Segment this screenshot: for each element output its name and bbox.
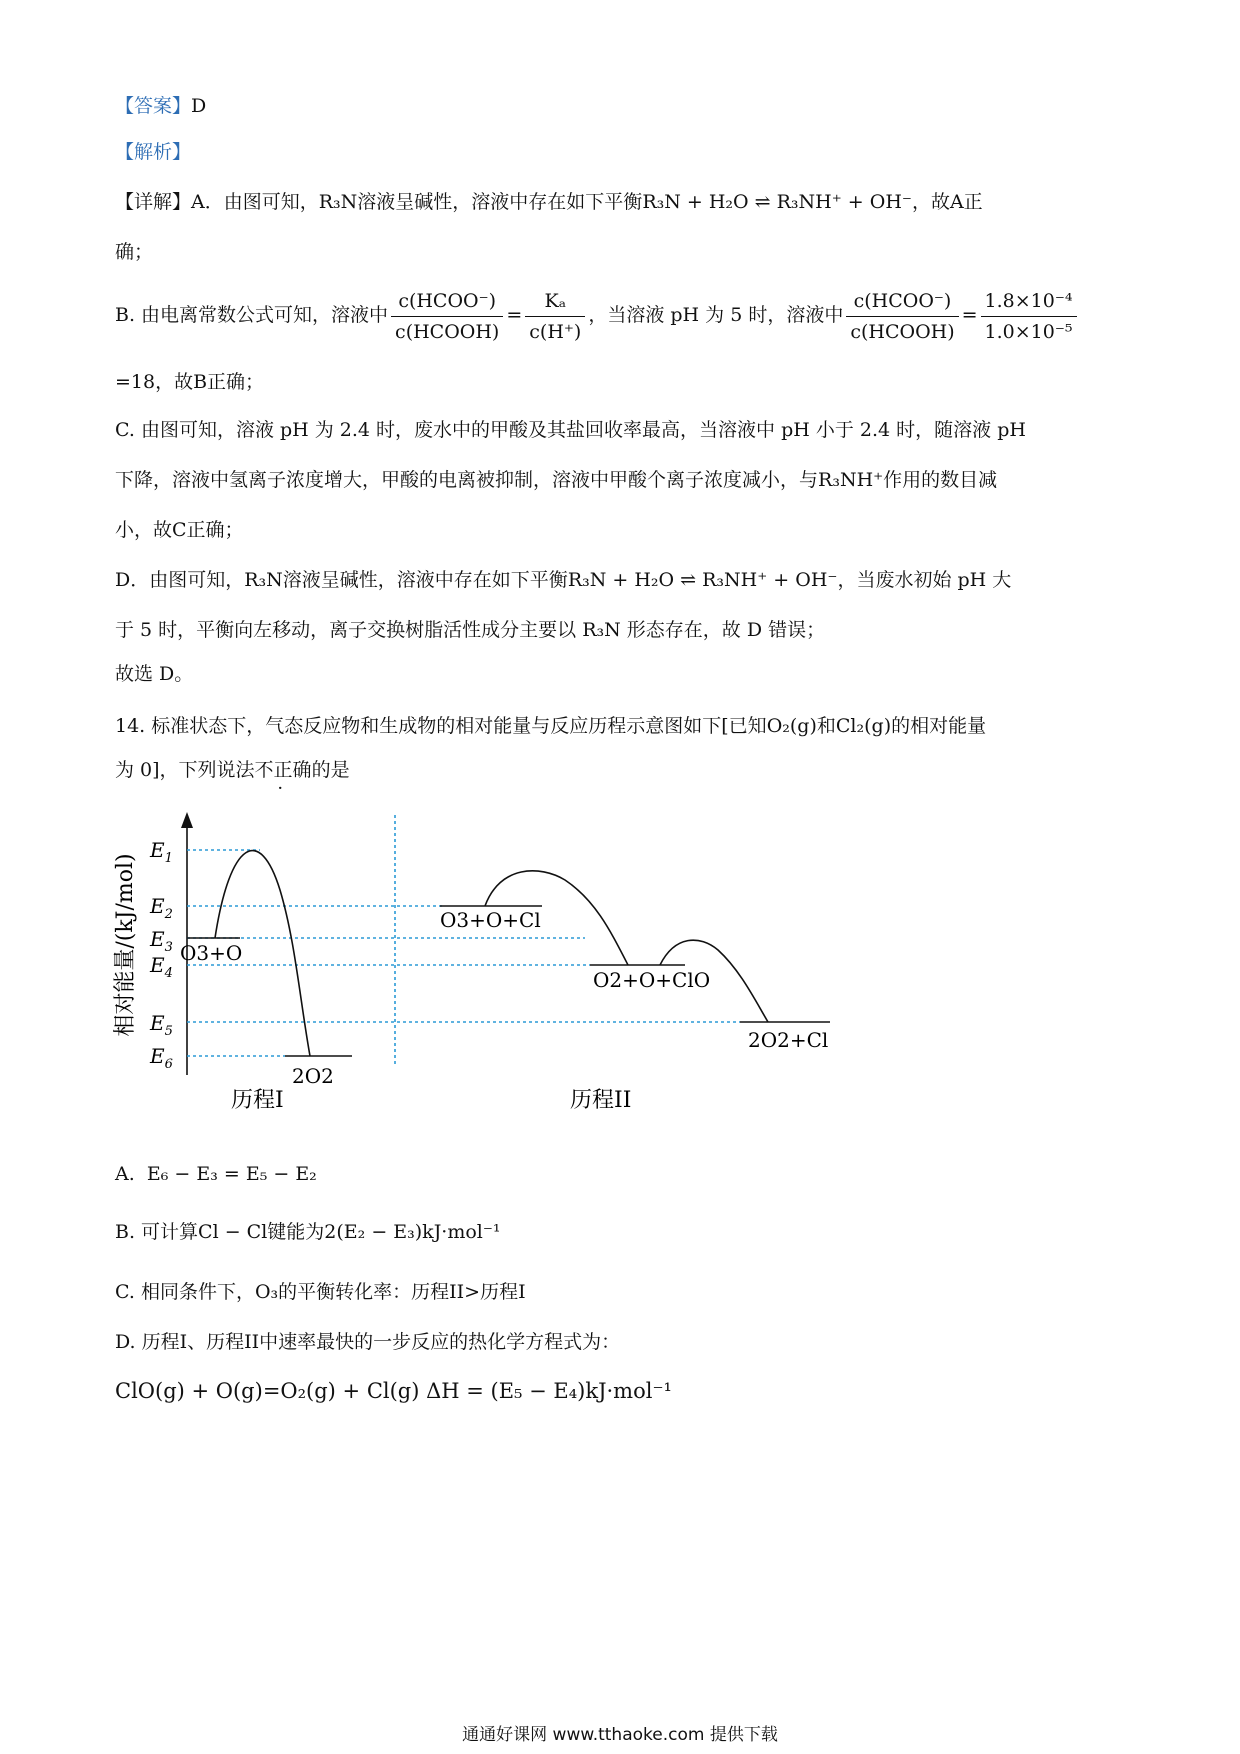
- formula-cl2g: Cl₂(g): [835, 715, 892, 737]
- option-b-mid: 键能为: [267, 1221, 325, 1243]
- level-label-e6: $E_6$: [150, 1044, 173, 1072]
- equilibrium-equation-2: R₃N + H₂O ⇌ R₃NH⁺ + OH⁻: [567, 569, 838, 591]
- detail-c-suffix: 作用的数目减: [883, 469, 998, 491]
- option-a-formula: E₆ − E₃ = E₅ − E₂: [146, 1163, 317, 1185]
- formula-r3n-2: R₃N: [244, 569, 283, 591]
- detail-c-line3: 小，故C正确；: [115, 519, 244, 541]
- level-label-e5: $E_5$: [150, 1011, 173, 1039]
- option-b-prefix: B. 可计算: [115, 1221, 199, 1243]
- fraction-4: [981, 286, 1077, 347]
- detail-c-line2: [115, 466, 997, 494]
- detail-a-line1: [115, 188, 983, 216]
- answer-line: [115, 92, 206, 120]
- fraction-3: [846, 286, 958, 347]
- fraction-1: [391, 286, 503, 347]
- formula-r3n: R₃N: [318, 191, 358, 213]
- fraction-2-den: c(H⁺): [529, 320, 582, 343]
- detail-a-mid: 溶液呈碱性，溶液中存在如下平衡: [357, 191, 643, 213]
- level-label-e2: $E_2$: [150, 894, 173, 922]
- fraction-1-den: c(HCOOH): [395, 320, 500, 343]
- species-p2-mid: O2+O+ClO: [593, 968, 711, 992]
- level-label-e3: $E_3$: [150, 927, 173, 955]
- species-p1-end: 2O2: [292, 1064, 334, 1088]
- fraction-4-den: 1.0×10⁻⁵: [984, 320, 1073, 343]
- question-l2-prefix: 为 0]，下列说法: [115, 759, 255, 781]
- detail-c-prefix: 下降，溶液中氢离子浓度增大，甲酸的电离被抑制，溶液中甲酸个离子浓度减小，与: [115, 469, 819, 491]
- detail-d-line1: [115, 566, 1011, 594]
- equilibrium-equation: R₃N + H₂O ⇌ R₃NH⁺ + OH⁻: [642, 191, 912, 213]
- formula-r3nh: R₃NH⁺: [818, 469, 884, 491]
- fraction-2-num: Kₐ: [525, 286, 585, 317]
- option-b-formula: 2(E₂ − E₃)kJ·mol⁻¹: [324, 1221, 501, 1243]
- question-emphasis: 不正确: [254, 759, 312, 781]
- detail-b-prefix: B. 由电离常数公式可知，溶液中: [115, 304, 389, 326]
- detail-a-suffix: ，故A正: [911, 191, 983, 213]
- detail-choose: 故选 D。: [115, 663, 194, 685]
- detail-b-mid: ，当溶液 pH 为 5 时，溶液中: [588, 304, 844, 326]
- detail-b-line1: B. 由电离常数公式可知，溶液中 $\frac{\text{c(HCOO⁻)}}{\text{c(HCOOH)}}$ = $\frac{\text{Kₐ}}{c(H^+)}$ ，当溶液 pH 为 5 时，溶液中 $\frac{\text{c(HCOO⁻)}}{\text{c(HCOOH)}}$ = $\frac{\text{1.8×10⁻⁴}}{\text{1.0×10⁻⁵}}$: [115, 284, 1080, 347]
- question-suffix: 的相对能量: [891, 715, 987, 737]
- y-axis-arrow: [181, 812, 193, 828]
- option-b: [115, 1218, 501, 1246]
- question-line1: [115, 712, 986, 740]
- detail-d-suffix: ，当废水初始 pH 大: [837, 569, 1012, 591]
- detail-c-line1: C. 由图可知，溶液 pH 为 2.4 时，废水中的甲酸及其盐回收率最高，当溶液中 pH 小于 2.4 时，随溶液 pH: [115, 419, 1026, 441]
- fraction-2: [525, 286, 585, 347]
- question-prefix: 标准状态下，气态反应物和生成物的相对能量与反应历程示意图如下[已知: [151, 715, 767, 737]
- species-p2-end: 2O2+Cl: [748, 1028, 829, 1052]
- level-label-e1: $E_1$: [150, 838, 173, 866]
- option-a-label: A.: [115, 1163, 135, 1185]
- question-mid: 和: [816, 715, 836, 737]
- question-line2: [115, 756, 350, 784]
- detail-d-mid: 溶液呈碱性，溶液中存在如下平衡: [282, 569, 568, 591]
- pathway-label-1: 历程I: [231, 1088, 284, 1113]
- detail-a-line2: 确；: [115, 241, 154, 263]
- answer-label: 【答案】: [115, 95, 192, 117]
- question-number: 14.: [115, 715, 146, 737]
- detail-d-line2: 于 5 时，平衡向左移动，离子交换树脂活性成分主要以 R₃N 形态存在，故 D 错误；: [115, 619, 826, 641]
- level-label-e4: $E_4$: [150, 953, 173, 981]
- formula-o2g: O₂(g): [766, 715, 817, 737]
- species-p1-start: O3+O: [180, 941, 243, 965]
- fraction-3-den: c(HCOOH): [850, 320, 955, 343]
- answer-value: D: [191, 95, 207, 117]
- energy-diagram: [100, 800, 960, 1130]
- pathway-label-2: 历程II: [570, 1088, 632, 1113]
- option-c: C. 相同条件下，O₃的平衡转化率：历程II>历程I: [115, 1281, 526, 1303]
- option-d-equation: ClO(g) + O(g)=O₂(g) + Cl(g) ΔH = (E₅ − E₄)kJ·mol⁻¹: [115, 1379, 672, 1403]
- fraction-4-num: 1.8×10⁻⁴: [981, 286, 1077, 317]
- species-p2-start: O3+O+Cl: [440, 908, 541, 932]
- y-axis-label: 相对能量/(kJ/mol): [113, 853, 138, 1037]
- option-a: [115, 1160, 317, 1188]
- detail-b-line2: =18，故B正确；: [115, 371, 265, 393]
- detail-d-prefix: D．由图可知，: [115, 569, 245, 591]
- analysis-label: 【解析】: [115, 141, 192, 163]
- option-d: D. 历程I、历程II中速率最快的一步反应的热化学方程式为：: [115, 1331, 621, 1353]
- question-l2-suffix: 的是: [311, 759, 350, 781]
- fraction-1-num: c(HCOO⁻): [391, 286, 503, 317]
- fraction-3-num: c(HCOO⁻): [846, 286, 958, 317]
- detail-a-prefix: 【详解】A．由图可知，: [115, 191, 319, 213]
- footer-text: 通通好课网 www.tthaoke.com 提供下载: [462, 1725, 778, 1745]
- formula-clcl: Cl − Cl: [198, 1221, 268, 1243]
